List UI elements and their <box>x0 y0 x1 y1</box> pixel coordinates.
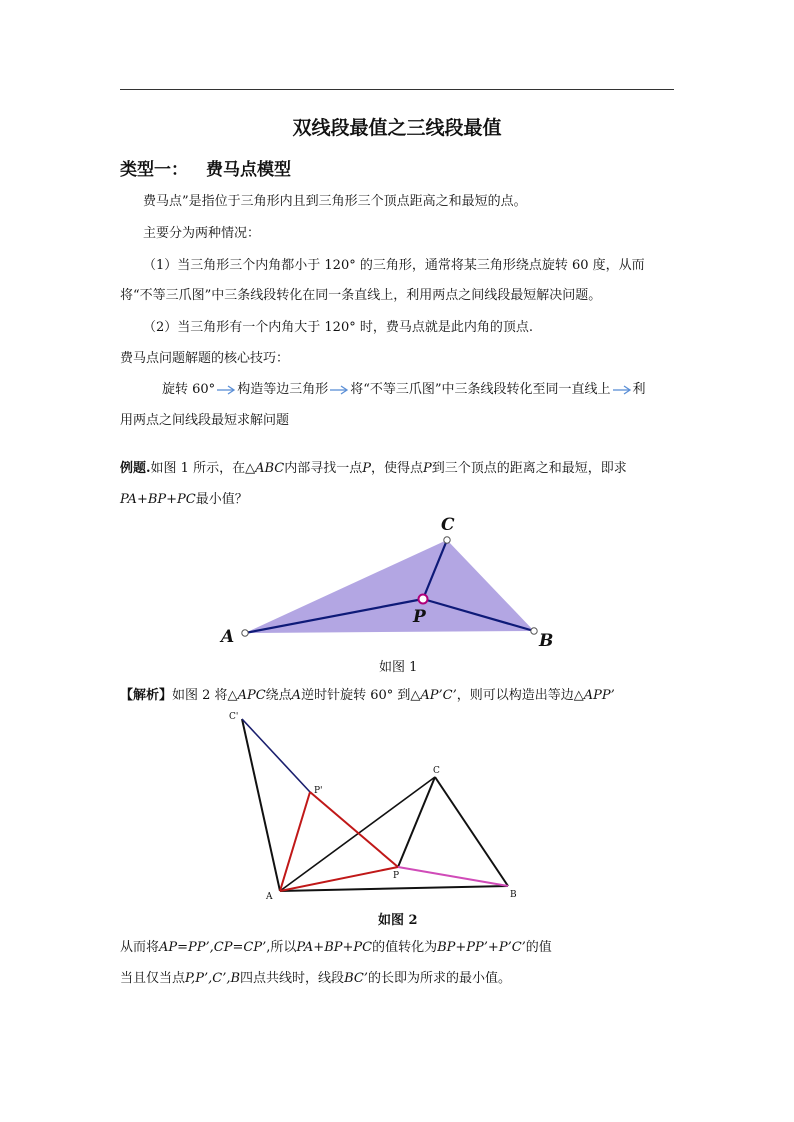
arrow-right-icon <box>216 384 236 396</box>
intro-case-1-line-1: （1）当三角形三个内角都小于 120° 的三角形，通常将某三角形绕点旋转 60 度，从而 <box>143 258 645 273</box>
segment-c-b <box>435 777 508 886</box>
page-title: 双线段最值之三线段最值 <box>292 117 502 139</box>
label-b: B <box>510 890 517 900</box>
segment-p1-p <box>310 792 398 867</box>
vertex-c <box>444 537 450 543</box>
step-rotate: 旋转 60° <box>162 382 216 397</box>
figure-1-caption: 如图 1 <box>379 660 418 675</box>
intro-paragraph-1: 费马点”是指位于三角形内且到三角形三个顶点距高之和最短的点。 <box>143 194 527 209</box>
example-line-1: 例题.如图 1 所示，在△ABC内部寻找一点P，使得点P到三个顶点的距离之和最短，即求 <box>120 461 627 476</box>
fermat-point-p <box>419 595 428 604</box>
segment-p-b <box>398 867 508 886</box>
solution-line: 【解析】如图 2 将△APC绕点A逆时针旋转 60° 到△AP’C’，则可以构造出等边△APP’ <box>120 688 615 703</box>
step-transform: 将“不等三爪图”中三条线段转化至同一直线上 <box>350 382 611 397</box>
step-construct: 构造等边三角形 <box>237 382 329 397</box>
label-a: A <box>266 892 273 902</box>
label-c: C <box>441 515 455 535</box>
arrow-right-icon <box>612 384 632 396</box>
figure-2-caption: 如图 2 <box>378 913 418 928</box>
solution-label: 【解析】 <box>120 688 173 703</box>
header-rule <box>120 89 674 90</box>
label-c: C <box>433 766 440 776</box>
segment-a-p <box>280 867 398 891</box>
segment-c1-p1 <box>242 719 310 792</box>
intro-case-2: （2）当三角形有一个内角大于 120° 时，费马点就是此内角的顶点. <box>143 320 533 335</box>
segment-a-p1 <box>280 792 310 891</box>
label-a: A <box>221 627 235 647</box>
example-line-2: PA+BP+PC最小值？ <box>120 492 248 507</box>
section-label: 类型一： <box>120 160 188 180</box>
arrow-right-icon <box>329 384 349 396</box>
figure-1 <box>210 510 570 650</box>
segment-a-b <box>280 886 508 891</box>
vertex-b <box>531 628 537 634</box>
conclusion-line-1: 从而将AP=PP’,CP=CP’,所以PA+BP+PC的值转化为BP+PP’+P’C’的值 <box>120 940 552 955</box>
vertex-a <box>242 630 248 636</box>
segment-c1-a <box>242 719 280 891</box>
steps-line-1 <box>162 380 646 400</box>
intro-case-1-line-2: 将“不等三爪图”中三条线段转化在同一条直线上，利用两点之间线段最短解决问题。 <box>120 288 602 303</box>
steps-line-2: 用两点之间线段最短求解问题 <box>120 413 290 428</box>
label-p-prime: P' <box>314 786 323 796</box>
section-heading <box>120 155 291 180</box>
label-p: P <box>393 871 400 881</box>
intro-core-tips: 费马点问题解题的核心技巧： <box>120 351 290 366</box>
conclusion-line-2: 当且仅当点P,P’,C’,B四点共线时，线段BC’的长即为所求的最小值。 <box>120 971 511 986</box>
intro-paragraph-2: 主要分为两种情况： <box>143 226 261 241</box>
step-use-start: 利 <box>632 382 646 397</box>
label-p: P <box>413 607 426 627</box>
section-name: 费马点模型 <box>206 160 291 180</box>
label-c-prime: C' <box>229 712 239 722</box>
example-label: 例题. <box>120 461 151 476</box>
figure-2 <box>220 705 530 905</box>
label-b: B <box>539 631 554 650</box>
